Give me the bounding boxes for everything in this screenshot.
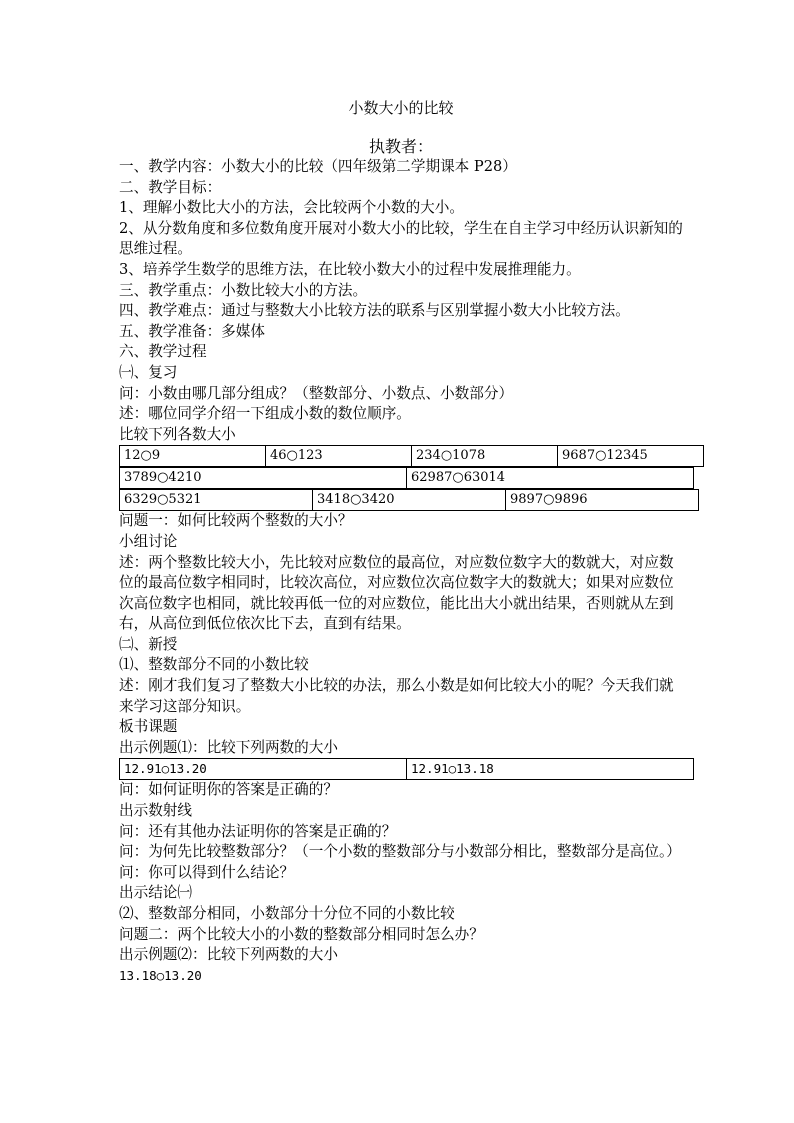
author-line: 执教者： bbox=[368, 137, 433, 156]
content-line: 问：如何证明你的答案是正确的？ bbox=[119, 781, 338, 799]
table-cell: 9687○12345 bbox=[558, 446, 704, 467]
content-line: 问：还有其他办法证明你的答案是正确的？ bbox=[119, 822, 397, 840]
content-line: 问：小数由哪几部分组成？（整数部分、小数点、小数部分） bbox=[119, 384, 514, 402]
content-line: 述：刚才我们复习了整数大小比较的办法，那么小数是如何比较大小的呢？今天我们就来学习这部分知识。 bbox=[119, 677, 674, 715]
table-cell: 62987○63014 bbox=[407, 468, 694, 489]
section-bottom bbox=[119, 780, 683, 986]
content-line: 述：哪位同学介绍一下组成小数的数位顺序。 bbox=[119, 405, 411, 423]
content-line: 问：为何先比较整数部分？（一个小数的整数部分与小数部分相比，整数部分是高位。） bbox=[119, 843, 681, 861]
table-row bbox=[120, 759, 694, 780]
content-line: 问题一：如何比较两个整数的大小？ bbox=[119, 512, 353, 530]
content-line: 四、教学难点：通过与整数大小比较方法的联系与区别掌握小数大小比较方法。 bbox=[119, 302, 630, 320]
integer-compare-table bbox=[119, 445, 704, 467]
content-line: 述：两个整数比较大小，先比较对应数位的最高位，对应数位数字大的数就大，对应数位的最高位数字相同时，比较次高位，对应数位次高位数字大的数就大；如果对应数位次高位数字也相同，就比较再低一位的对应数位，能比出大小就出结果，否则就从左到右，从高位到低位依次比下去，直到有结果。 bbox=[119, 553, 674, 633]
content-line: 1、理解小数比大小的方法，会比较两个小数的大小。 bbox=[119, 199, 464, 217]
content-line: 三、教学重点：小数比较大小的方法。 bbox=[119, 281, 368, 299]
content-line: ㈡、新授 bbox=[119, 635, 178, 653]
table-cell: 9897○9896 bbox=[506, 490, 699, 511]
content-line: 13.18○13.20 bbox=[119, 967, 202, 983]
content-line: 五、教学准备：多媒体 bbox=[119, 322, 265, 340]
content-line: 2、从分数角度和多位数角度开展对小数大小的比较，学生在自主学习中经历认识新知的思维过程。 bbox=[119, 219, 683, 258]
content-line: ㈠、复习 bbox=[119, 363, 178, 381]
content-line: 3、培养学生数学的思维方法，在比较小数大小的过程中发展推理能力。 bbox=[119, 260, 581, 278]
content-line: 出示数射线 bbox=[119, 802, 192, 820]
table-cell: 12○9 bbox=[120, 446, 266, 467]
document-body bbox=[119, 98, 683, 986]
content-line: 六、教学过程 bbox=[119, 343, 207, 361]
table-cell: 12.91○13.18 bbox=[407, 759, 694, 780]
section-mid bbox=[119, 511, 683, 758]
table-cell: 12.91○13.20 bbox=[120, 759, 407, 780]
content-line: ⑴、整数部分不同的小数比较 bbox=[119, 656, 309, 674]
content-line: 出示结论㈠ bbox=[119, 884, 192, 902]
content-line: 小组讨论 bbox=[119, 532, 178, 550]
table-cell: 6329○5321 bbox=[120, 490, 313, 511]
content-line: 二、教学目标： bbox=[119, 178, 222, 196]
integer-compare-table-row2 bbox=[119, 467, 694, 489]
document-title: 小数大小的比较 bbox=[348, 99, 454, 117]
content-line: 一、教学内容：小数大小的比较（四年级第二学期课本 P28） bbox=[119, 158, 517, 175]
content-line: ⑵、整数部分相同，小数部分十分位不同的小数比较 bbox=[119, 905, 455, 922]
content-line: 出示例题⑵：比较下列两数的大小 bbox=[119, 946, 338, 964]
table-cell: 3418○3420 bbox=[313, 490, 506, 511]
content-line: 比较下列各数大小 bbox=[119, 425, 236, 443]
table-cell: 3789○4210 bbox=[120, 468, 407, 489]
content-line: 板书课题 bbox=[119, 718, 178, 736]
content-line: 问题二：两个比较大小的小数的整数部分相同时怎么办？ bbox=[119, 925, 484, 943]
integer-compare-table-row3 bbox=[119, 489, 699, 511]
table-cell: 234○1078 bbox=[412, 446, 558, 467]
table-row bbox=[120, 446, 704, 467]
section-top bbox=[119, 157, 683, 445]
content-line: 问：你可以得到什么结论？ bbox=[119, 863, 295, 881]
decimal-compare-table bbox=[119, 758, 694, 780]
table-cell: 46○123 bbox=[266, 446, 412, 467]
table-row bbox=[120, 490, 699, 511]
table-row bbox=[120, 468, 694, 489]
content-line: 出示例题⑴：比较下列两数的大小 bbox=[119, 738, 338, 756]
